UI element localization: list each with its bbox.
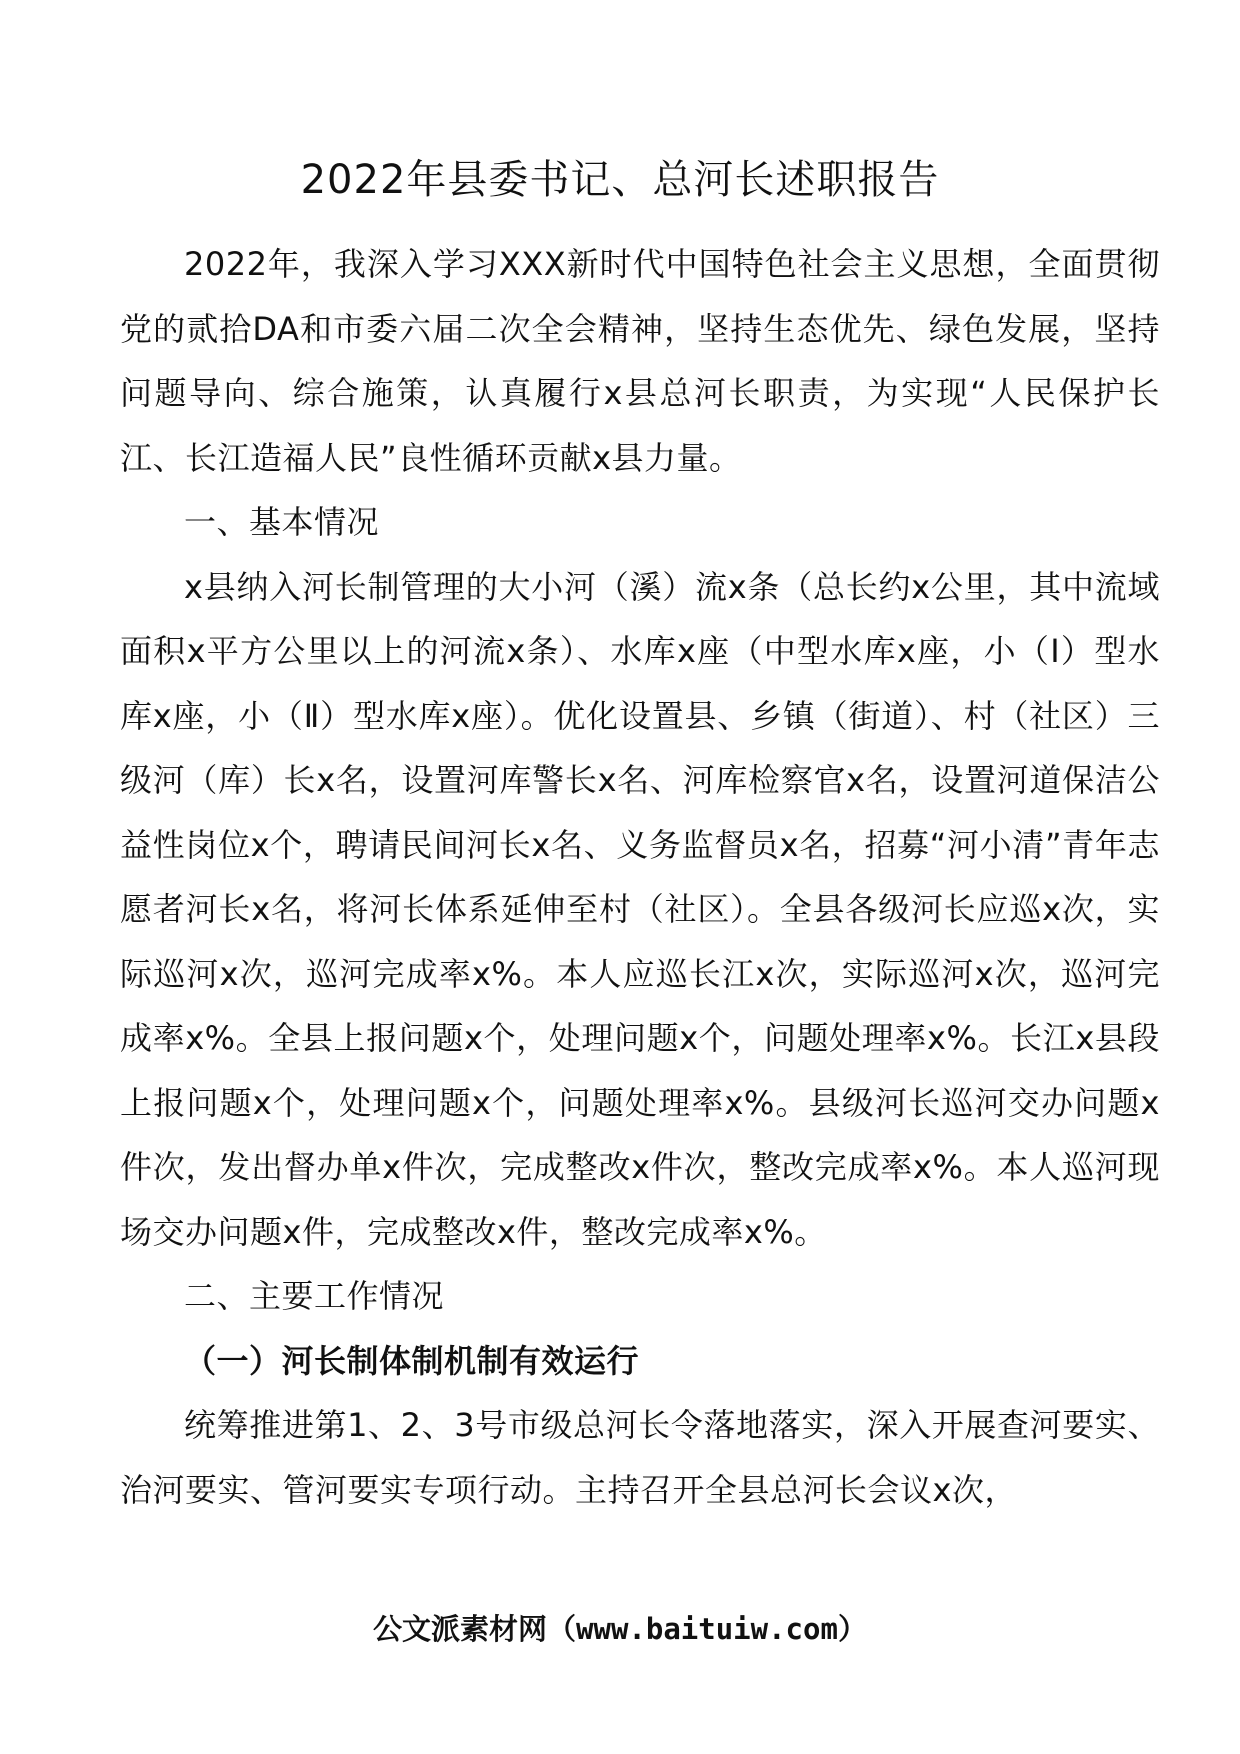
subsection-heading-river-chief-system: （一）河长制体制机制有效运行	[184, 1341, 640, 1380]
river-chief-system-paragraph: 统筹推进第1、2、3号市级总河长令落地落实，深入开展查河要实、治河要实、管河要实专项行动。主持召开全县总河长会议x次，	[120, 1406, 1160, 1509]
section-heading-basic-situation: 一、基本情况	[184, 503, 380, 541]
section-heading-main-work: 二、主要工作情况	[184, 1277, 445, 1315]
document-title: 2022年县委书记、总河长述职报告	[300, 157, 940, 203]
footer-site-name: 公文派素材网（	[373, 1612, 577, 1646]
page-footer	[0, 1609, 1240, 1649]
footer-site-close: ）	[837, 1612, 867, 1646]
intro-paragraph: 2022年，我深入学习XXX新时代中国特色社会主义思想，全面贯彻党的贰拾DA和市委六届二次全会精神，坚持生态优先、绿色发展，坚持问题导向、综合施策，认真履行x县总河长职责，为实现“人民保护长江、长江造福人民”良性循环贡献x县力量。	[120, 245, 1160, 477]
footer-site-url: www.baituiw.com	[576, 1612, 838, 1646]
document-body	[120, 232, 1160, 1522]
basic-situation-paragraph: x县纳入河长制管理的大小河（溪）流x条（总长约x公里，其中流域面积x平方公里以上的河流x条）、水库x座（中型水库x座，小（Ⅰ）型水库x座，小（Ⅱ）型水库x座）。优化设置县、乡镇（街道）、村（社区）三级河（库）长x名，设置河库警长x名、河库检察官x名，设置河道保洁公益性岗位x个，聘请民间河长x名、义务监督员x名，招募“河小清”青年志愿者河长x名，将河长体系延伸至村（社区）。全县各级河长应巡x次，实际巡河x次，巡河完成率x%。本人应巡长江x次，实际巡河x次，巡河完成率x%。全县上报问题x个，处理问题x个，问题处理率x%。长江x县段上报问题x个，处理问题x个，问题处理率x%。县级河长巡河交办问题x件次，发出督办单x件次，完成整改x件次，整改完成率x%。本人巡河现场交办问题x件，完成整改x件，整改完成率x%。	[120, 567, 1160, 1251]
